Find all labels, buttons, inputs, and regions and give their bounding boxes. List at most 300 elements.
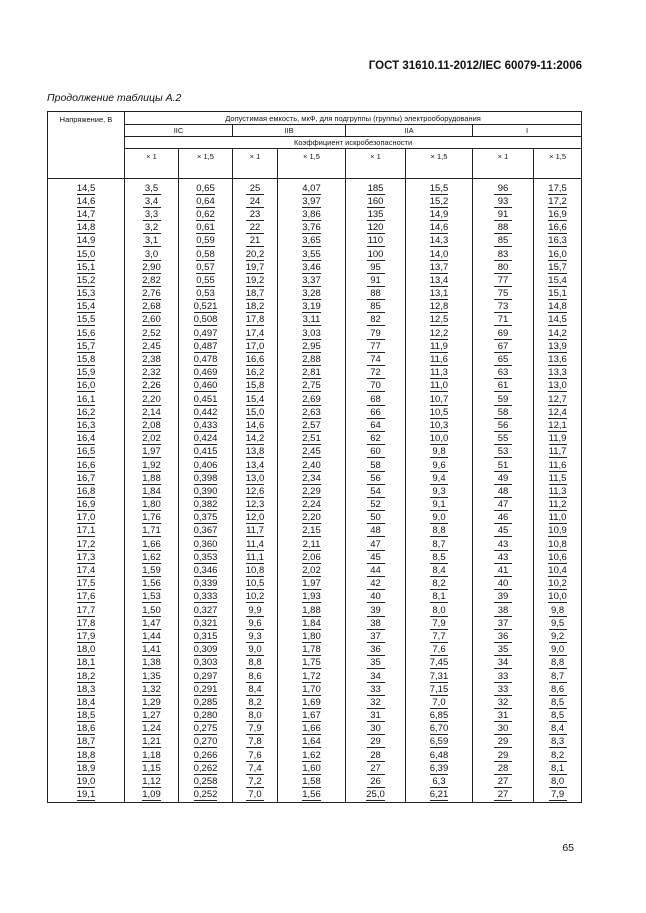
table-row [48, 512, 582, 525]
cell-iia-x1 [346, 301, 406, 314]
cell-iib-x1 [233, 696, 278, 709]
cell-i-x1-5 [534, 617, 582, 630]
cell-iia-x1 [346, 353, 406, 366]
cell-iib-x1 [233, 485, 278, 498]
cell-iic-x1-5 [179, 723, 233, 736]
cell-value: 10,8 [245, 565, 265, 577]
cell-value: 7,45 [429, 657, 449, 669]
cell-value: 16,9 [548, 208, 567, 220]
group-header-iia: IIA [346, 125, 473, 137]
cell-value: 62 [367, 433, 385, 445]
table-row [48, 485, 582, 498]
cell-value: 46 [494, 512, 512, 524]
cell-iic-x1 [125, 327, 179, 340]
cell-value: 54 [367, 486, 385, 498]
cell-value: 2,15 [302, 525, 321, 537]
cell-value: 12,5 [429, 314, 449, 326]
cell-value: 16,2 [245, 367, 265, 379]
cell-value: 7,9 [246, 723, 264, 735]
cell-iib-x1-5 [278, 775, 346, 788]
cell-value: 2,45 [302, 446, 321, 458]
cell-i-x1 [473, 696, 534, 709]
cell-value: 12,1 [548, 419, 567, 431]
cell-value: 16,9 [76, 499, 96, 511]
cell-value: 25,0 [366, 789, 385, 801]
cell-i-x1-5 [534, 459, 582, 472]
cell-value: 19,7 [245, 261, 265, 273]
cell-value: 13,3 [548, 367, 567, 379]
factor-header: × 1,5 [278, 149, 346, 179]
cell-iia-x1-5 [406, 525, 473, 538]
cell-iic-x1-5 [179, 617, 233, 630]
cell-value: 17,2 [548, 195, 567, 207]
cell-value: 8,8 [430, 525, 448, 537]
cell-value: 18,1 [76, 657, 96, 669]
cell-value: 10,9 [548, 525, 567, 537]
cell-iib-x1 [233, 367, 278, 380]
cell-value: 37 [494, 618, 512, 630]
cell-value: 17,8 [76, 617, 96, 629]
cell-iic-x1 [125, 485, 179, 498]
cell-value: 11,7 [246, 525, 264, 537]
cell-value: 7,31 [429, 670, 449, 682]
cell-value: 18,2 [245, 301, 265, 313]
cell-value: 53 [494, 446, 512, 458]
cell-iib-x1 [233, 353, 278, 366]
cell-i-x1 [473, 525, 534, 538]
cell-value: 2,20 [302, 512, 321, 524]
table-row [48, 551, 582, 564]
cell-i-x1 [473, 723, 534, 736]
cell-value: 2,82 [142, 274, 161, 286]
cell-value: 1,67 [302, 710, 321, 722]
cell-value: 16,0 [76, 380, 96, 392]
cell-value: 10,2 [245, 591, 265, 603]
cell-voltage [48, 393, 125, 406]
cell-iia-x1-5 [406, 604, 473, 617]
cell-value: 2,52 [142, 327, 161, 339]
cell-value: 1,29 [142, 696, 161, 708]
cell-value: 69 [494, 328, 512, 340]
cell-value: 10,5 [429, 406, 449, 418]
cell-value: 1,41 [142, 644, 161, 656]
cell-value: 14,6 [76, 195, 96, 207]
cell-i-x1-5 [534, 380, 582, 393]
cell-iic-x1 [125, 604, 179, 617]
cell-i-x1-5 [534, 644, 582, 657]
table-row [48, 525, 582, 538]
cell-value: 1,93 [302, 591, 321, 603]
cell-i-x1 [473, 248, 534, 261]
cell-voltage [48, 604, 125, 617]
cell-iia-x1 [346, 485, 406, 498]
cell-iic-x1 [125, 406, 179, 419]
cell-voltage [48, 459, 125, 472]
cell-value: 0,291 [193, 683, 218, 695]
cell-iib-x1-5 [278, 736, 346, 749]
cell-value: 2,29 [302, 485, 321, 497]
cell-iic-x1-5 [179, 736, 233, 749]
cell-value: 14,5 [548, 314, 567, 326]
cell-iib-x1 [233, 195, 278, 208]
cell-i-x1 [473, 195, 534, 208]
cell-iib-x1-5 [278, 248, 346, 261]
cell-iia-x1-5 [406, 775, 473, 788]
table-row [48, 380, 582, 393]
cell-i-x1 [473, 617, 534, 630]
cell-voltage [48, 617, 125, 630]
cell-i-x1 [473, 736, 534, 749]
cell-value: 3,55 [302, 248, 321, 260]
cell-iib-x1 [233, 604, 278, 617]
cell-iic-x1-5 [179, 551, 233, 564]
cell-value: 0,390 [193, 485, 218, 497]
cell-iia-x1 [346, 551, 406, 564]
cell-value: 0,367 [193, 525, 218, 537]
cell-iib-x1-5 [278, 327, 346, 340]
cell-value: 0,487 [193, 340, 218, 352]
cell-value: 12,8 [429, 301, 449, 313]
table-row [48, 775, 582, 788]
cell-voltage [48, 419, 125, 432]
cell-iic-x1 [125, 301, 179, 314]
cell-iia-x1 [346, 749, 406, 762]
cell-value: 20,2 [245, 248, 265, 260]
cell-value: 52 [367, 499, 385, 511]
cell-iic-x1-5 [179, 710, 233, 723]
cell-iic-x1 [125, 525, 179, 538]
cell-iic-x1-5 [179, 406, 233, 419]
cell-iia-x1-5 [406, 499, 473, 512]
cell-voltage [48, 406, 125, 419]
cell-value: 0,382 [193, 499, 218, 511]
cell-value: 14,0 [429, 248, 449, 260]
voltage-column-header: Напряжение, В [48, 112, 125, 179]
table-row [48, 617, 582, 630]
table-row [48, 644, 582, 657]
cell-value: 51 [494, 460, 512, 472]
cell-value: 10,8 [548, 538, 567, 550]
cell-iib-x1-5 [278, 604, 346, 617]
cell-iib-x1-5 [278, 696, 346, 709]
cell-value: 32 [367, 697, 385, 709]
cell-value: 0,65 [196, 182, 215, 194]
cell-iic-x1-5 [179, 222, 233, 235]
cell-value: 14,6 [245, 419, 265, 431]
cell-iic-x1 [125, 222, 179, 235]
cell-iic-x1-5 [179, 630, 233, 643]
cell-value: 15,4 [245, 393, 265, 405]
cell-value: 110 [367, 235, 384, 247]
cell-value: 4,07 [302, 182, 321, 194]
cell-i-x1 [473, 564, 534, 577]
cell-iia-x1 [346, 274, 406, 287]
document-standard-header: ГОСТ 31610.11-2012/IEC 60079-11:2006 [368, 60, 582, 72]
cell-value: 3,46 [302, 261, 321, 273]
cell-value: 16,6 [548, 222, 567, 234]
cell-value: 14,6 [429, 222, 449, 234]
cell-i-x1-5 [534, 367, 582, 380]
cell-iib-x1 [233, 301, 278, 314]
cell-voltage [48, 499, 125, 512]
cell-value: 0,59 [196, 235, 215, 247]
cell-i-x1-5 [534, 512, 582, 525]
cell-value: 0,398 [193, 472, 218, 484]
cell-value: 2,24 [302, 499, 321, 511]
cell-value: 0,333 [193, 591, 218, 603]
cell-i-x1-5 [534, 393, 582, 406]
cell-value: 0,360 [193, 538, 218, 550]
cell-value: 63 [494, 367, 512, 379]
cell-i-x1-5 [534, 683, 582, 696]
cell-value: 0,442 [193, 406, 218, 418]
cell-iic-x1-5 [179, 261, 233, 274]
cell-iic-x1 [125, 762, 179, 775]
cell-iia-x1-5 [406, 789, 473, 803]
cell-iia-x1 [346, 683, 406, 696]
cell-iib-x1 [233, 499, 278, 512]
cell-i-x1 [473, 762, 534, 775]
cell-voltage [48, 762, 125, 775]
cell-value: 23 [246, 209, 264, 221]
cell-iib-x1 [233, 591, 278, 604]
cell-value: 70 [367, 380, 385, 392]
cell-value: 0,258 [193, 776, 218, 788]
cell-iic-x1 [125, 472, 179, 485]
cell-value: 8,6 [246, 671, 264, 683]
table-row [48, 499, 582, 512]
cell-iib-x1-5 [278, 630, 346, 643]
cell-value: 25 [246, 183, 264, 195]
cell-value: 9,6 [430, 460, 448, 472]
cell-value: 67 [494, 341, 512, 353]
cell-voltage [48, 380, 125, 393]
cell-value: 77 [367, 341, 385, 353]
cell-iia-x1-5 [406, 657, 473, 670]
cell-value: 36 [367, 644, 385, 656]
cell-value: 18,9 [76, 762, 96, 774]
cell-value: 0,266 [193, 749, 218, 761]
cell-value: 9,2 [549, 631, 567, 643]
cell-value: 68 [367, 394, 385, 406]
cell-iia-x1 [346, 433, 406, 446]
cell-value: 58 [494, 407, 512, 419]
cell-value: 2,06 [302, 551, 321, 563]
cell-value: 82 [367, 314, 385, 326]
cell-i-x1-5 [534, 657, 582, 670]
cell-value: 1,32 [142, 683, 161, 695]
cell-value: 1,80 [142, 499, 161, 511]
cell-i-x1-5 [534, 314, 582, 327]
cell-iib-x1 [233, 433, 278, 446]
cell-value: 2,60 [142, 314, 161, 326]
cell-i-x1 [473, 578, 534, 591]
cell-i-x1-5 [534, 419, 582, 432]
cell-i-x1-5 [534, 604, 582, 617]
cell-iia-x1 [346, 525, 406, 538]
cell-iic-x1 [125, 499, 179, 512]
cell-iib-x1 [233, 288, 278, 301]
cell-value: 12,7 [548, 393, 567, 405]
cell-value: 18,0 [76, 644, 96, 656]
cell-value: 8,5 [549, 710, 567, 722]
cell-value: 13,1 [429, 288, 449, 300]
cell-iib-x1 [233, 261, 278, 274]
cell-value: 8,2 [246, 697, 264, 709]
cell-iia-x1 [346, 179, 406, 196]
cell-iia-x1 [346, 630, 406, 643]
cell-value: 11,4 [246, 538, 264, 550]
cell-value: 19,0 [76, 776, 96, 788]
cell-value: 13,7 [429, 261, 449, 273]
cell-iib-x1 [233, 670, 278, 683]
cell-iic-x1 [125, 696, 179, 709]
cell-value: 9,6 [246, 618, 264, 630]
cell-value: 0,297 [193, 670, 218, 682]
cell-i-x1-5 [534, 630, 582, 643]
cell-value: 7,7 [430, 631, 448, 643]
cell-value: 8,4 [246, 684, 264, 696]
cell-value: 0,508 [193, 314, 218, 326]
table-row [48, 604, 582, 617]
cell-value: 19,2 [245, 274, 265, 286]
cell-iib-x1-5 [278, 578, 346, 591]
table-body [48, 179, 582, 803]
cell-value: 15,2 [429, 195, 449, 207]
cell-i-x1-5 [534, 696, 582, 709]
cell-iia-x1-5 [406, 551, 473, 564]
table-caption: Продолжение таблицы А.2 [47, 92, 182, 104]
cell-iia-x1-5 [406, 208, 473, 221]
cell-iic-x1 [125, 630, 179, 643]
cell-iic-x1 [125, 551, 179, 564]
cell-iia-x1-5 [406, 683, 473, 696]
cell-iib-x1-5 [278, 472, 346, 485]
cell-iic-x1-5 [179, 525, 233, 538]
cell-value: 1,56 [142, 578, 161, 590]
cell-iic-x1-5 [179, 644, 233, 657]
cell-value: 8,5 [549, 697, 567, 709]
cell-iic-x1-5 [179, 670, 233, 683]
cell-value: 3,28 [302, 288, 321, 300]
cell-value: 0,406 [193, 459, 218, 471]
cell-value: 8,8 [549, 657, 567, 669]
cell-i-x1-5 [534, 301, 582, 314]
cell-iia-x1 [346, 657, 406, 670]
cell-voltage [48, 630, 125, 643]
table-row [48, 446, 582, 459]
cell-voltage [48, 657, 125, 670]
cell-i-x1-5 [534, 723, 582, 736]
cell-value: 64 [367, 420, 385, 432]
cell-iic-x1 [125, 353, 179, 366]
cell-iia-x1 [346, 604, 406, 617]
cell-iia-x1-5 [406, 179, 473, 196]
cell-iib-x1-5 [278, 564, 346, 577]
cell-value: 3,0 [143, 249, 161, 261]
table-row [48, 564, 582, 577]
table-row [48, 419, 582, 432]
cell-iib-x1-5 [278, 353, 346, 366]
cell-i-x1 [473, 459, 534, 472]
cell-value: 1,88 [302, 604, 321, 616]
cell-iib-x1-5 [278, 644, 346, 657]
cell-iib-x1-5 [278, 538, 346, 551]
cell-value: 15,0 [245, 406, 265, 418]
cell-iic-x1 [125, 288, 179, 301]
cell-iic-x1-5 [179, 179, 233, 196]
cell-iia-x1-5 [406, 578, 473, 591]
cell-voltage [48, 525, 125, 538]
cell-value: 2,40 [302, 459, 321, 471]
cell-iib-x1 [233, 617, 278, 630]
cell-i-x1 [473, 775, 534, 788]
cell-value: 14,8 [76, 222, 96, 234]
cell-value: 2,88 [302, 354, 321, 366]
cell-iic-x1-5 [179, 578, 233, 591]
cell-value: 1,24 [142, 723, 161, 735]
cell-iia-x1 [346, 459, 406, 472]
cell-value: 3,5 [143, 183, 161, 195]
cell-value: 48 [494, 486, 512, 498]
cell-value: 6,39 [429, 762, 449, 774]
cell-i-x1-5 [534, 551, 582, 564]
cell-value: 3,65 [302, 235, 321, 247]
cell-value: 1,38 [142, 657, 161, 669]
cell-value: 14,9 [429, 208, 449, 220]
cell-i-x1-5 [534, 472, 582, 485]
cell-iic-x1-5 [179, 446, 233, 459]
cell-value: 6,85 [429, 710, 449, 722]
cell-value: 28 [494, 763, 512, 775]
table-row [48, 208, 582, 221]
cell-iic-x1 [125, 235, 179, 248]
cell-value: 0,58 [196, 248, 215, 260]
cell-value: 17,3 [76, 551, 96, 563]
cell-voltage [48, 710, 125, 723]
cell-i-x1 [473, 261, 534, 274]
cell-value: 3,19 [302, 301, 321, 313]
cell-iib-x1 [233, 736, 278, 749]
cell-i-x1-5 [534, 208, 582, 221]
cell-value: 0,478 [193, 354, 218, 366]
cell-value: 9,8 [549, 605, 567, 617]
cell-value: 0,415 [193, 446, 218, 458]
cell-iia-x1 [346, 314, 406, 327]
cell-value: 32 [494, 697, 512, 709]
cell-value: 16,0 [548, 248, 567, 260]
cell-iib-x1-5 [278, 446, 346, 459]
cell-value: 14,9 [76, 235, 96, 247]
cell-value: 38 [367, 618, 385, 630]
cell-iib-x1 [233, 393, 278, 406]
cell-value: 14,7 [76, 208, 96, 220]
cell-voltage [48, 670, 125, 683]
cell-iib-x1 [233, 710, 278, 723]
cell-value: 15,1 [548, 288, 567, 300]
cell-value: 18,7 [245, 288, 265, 300]
cell-iia-x1-5 [406, 617, 473, 630]
cell-value: 2,08 [142, 419, 161, 431]
cell-value: 14,8 [548, 301, 567, 313]
cell-value: 13,6 [548, 354, 567, 366]
cell-voltage [48, 179, 125, 196]
cell-value: 15,1 [76, 261, 96, 273]
cell-value: 10,2 [548, 578, 567, 590]
cell-value: 6,3 [430, 776, 448, 788]
cell-value: 59 [494, 394, 512, 406]
cell-iia-x1 [346, 538, 406, 551]
